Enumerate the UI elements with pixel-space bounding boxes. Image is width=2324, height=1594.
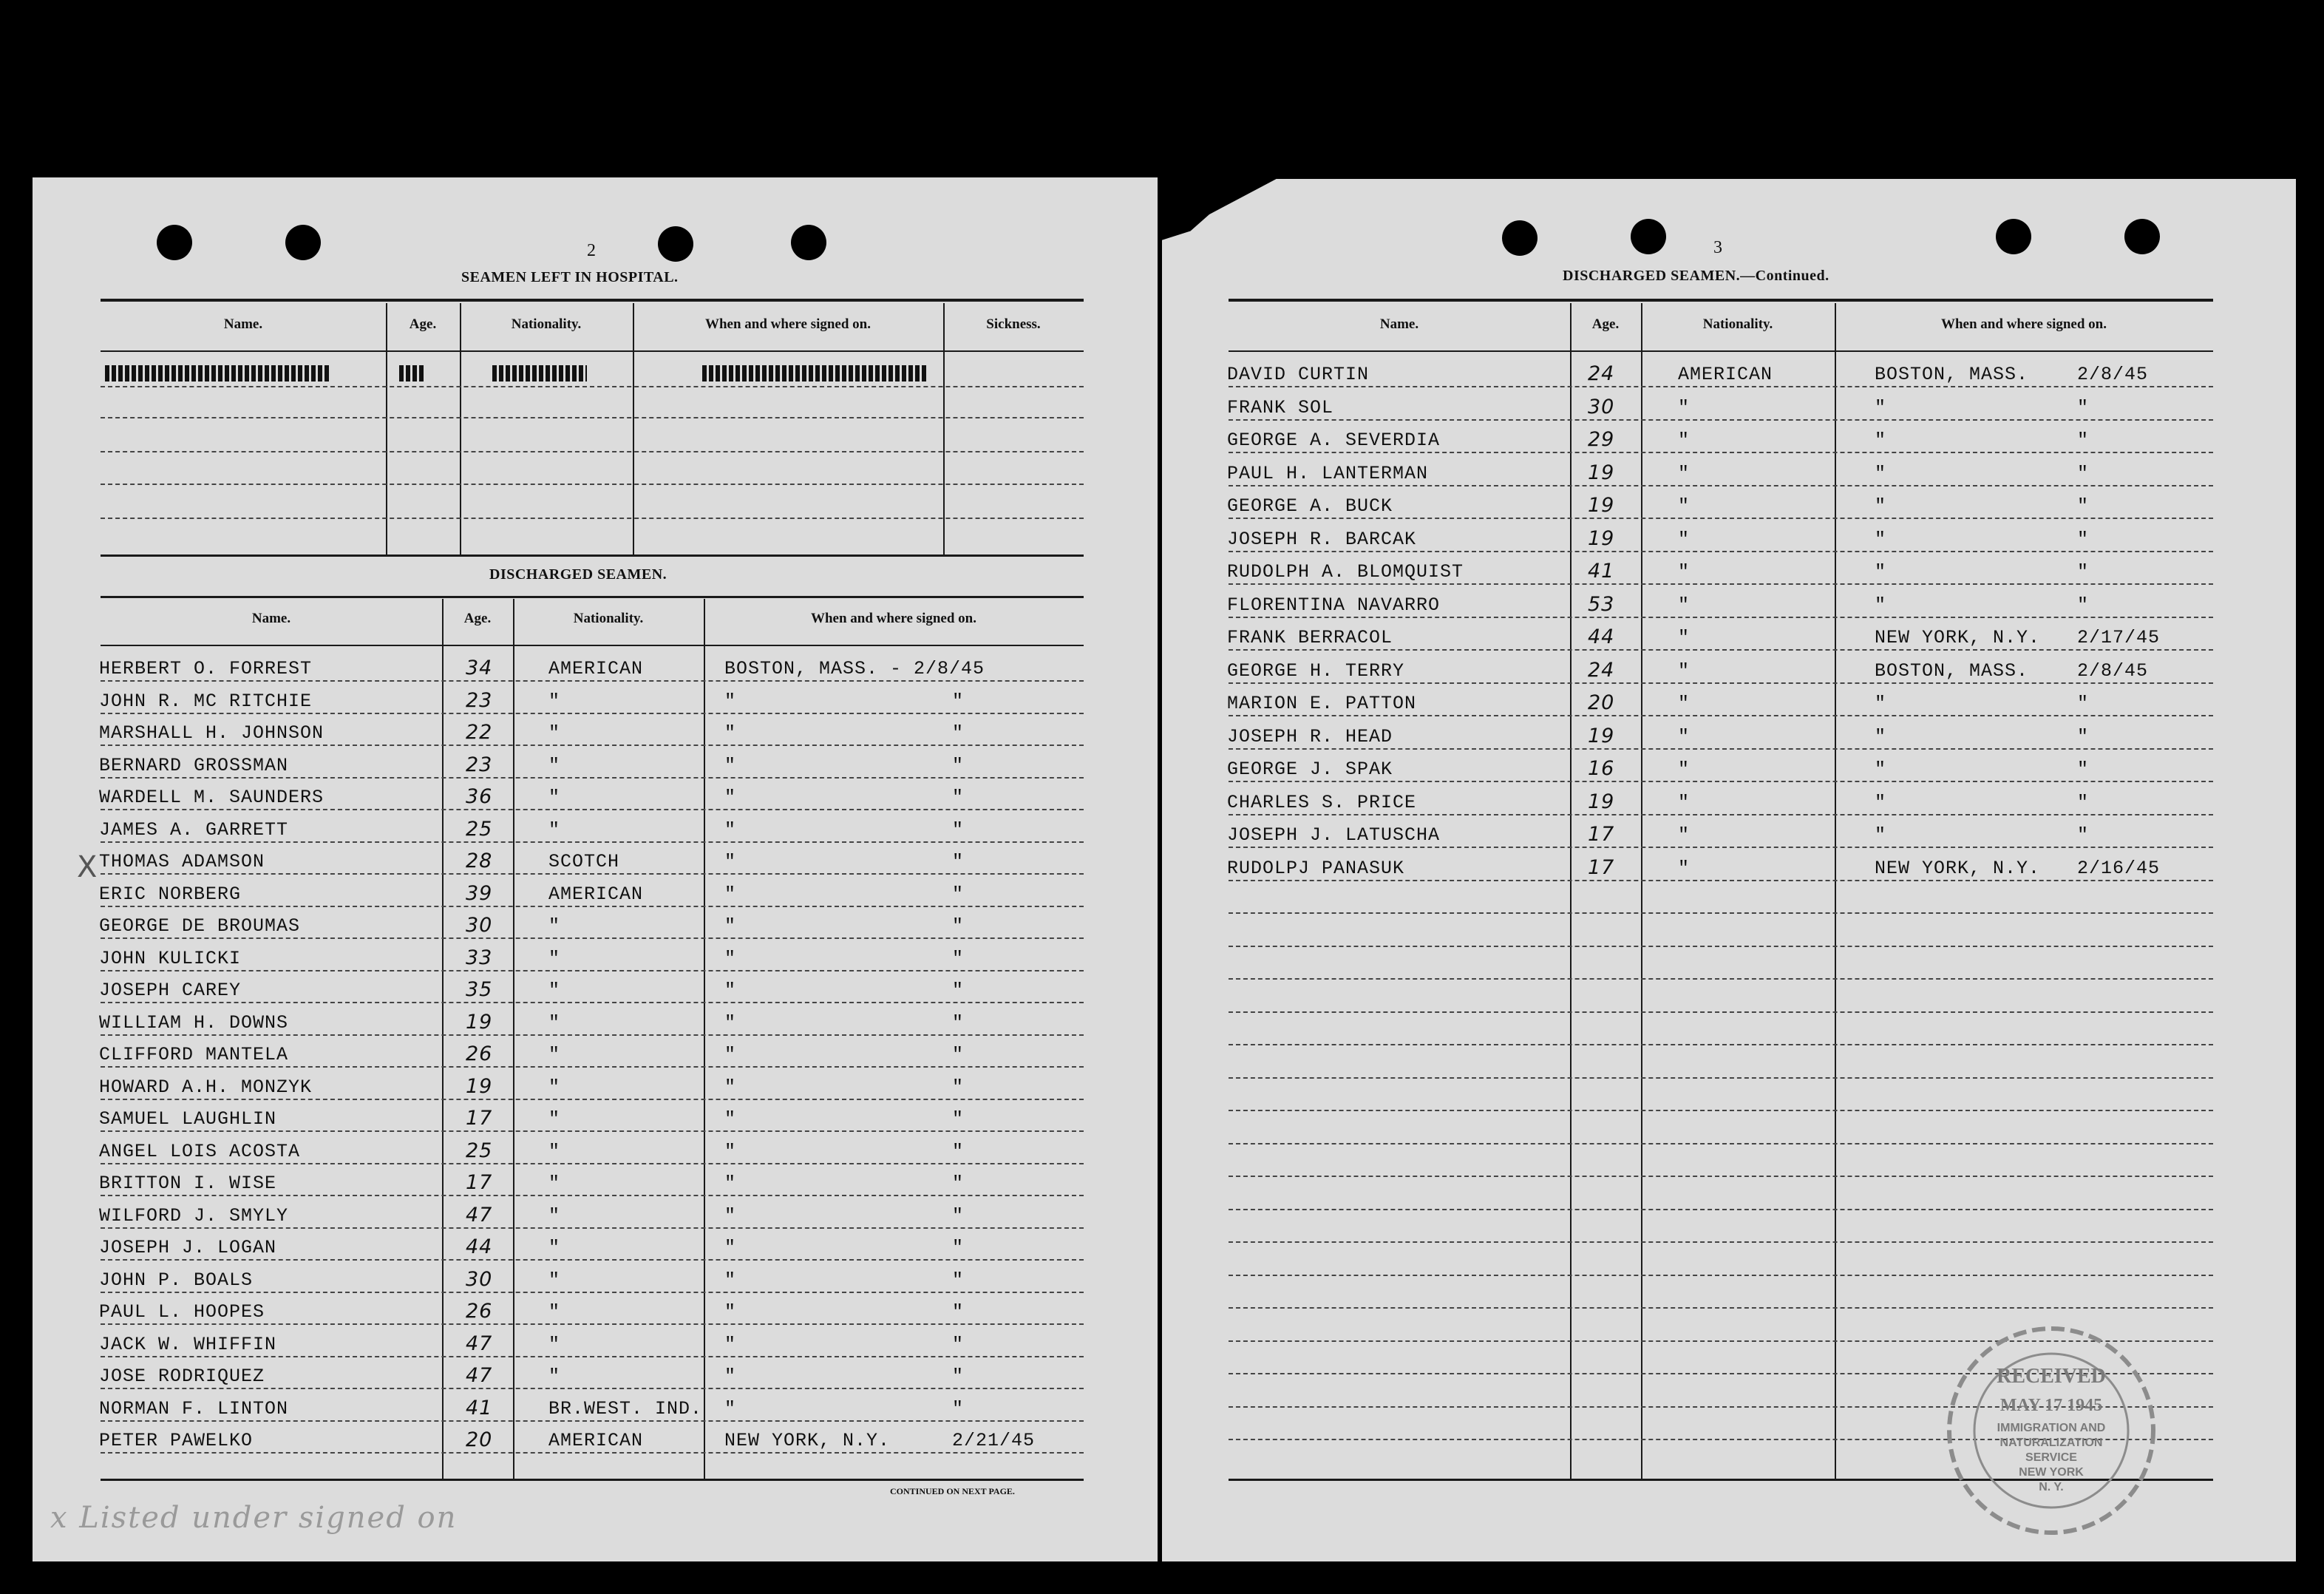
signed-on-date: " — [2077, 693, 2090, 714]
signed-on-place: " — [724, 915, 737, 937]
punch-hole-icon — [157, 225, 192, 260]
seaman-nationality: " — [548, 1366, 561, 1387]
signed-on-place: " — [724, 883, 737, 905]
signed-on-place: " — [724, 787, 737, 808]
hospital-col-age: Age. — [409, 316, 437, 332]
seaman-age: 44 — [466, 1235, 493, 1258]
seaman-nationality: " — [548, 754, 561, 776]
seaman-nationality: " — [548, 818, 561, 841]
seaman-name: JOSEPH J. LOGAN — [99, 1237, 277, 1258]
row-rule — [101, 809, 1084, 810]
seaman-nationality: " — [548, 690, 561, 712]
signed-on-place: " — [724, 947, 737, 969]
seaman-name: GEORGE A. BUCK — [1227, 495, 1393, 517]
seaman-nationality: " — [548, 915, 561, 937]
seaman-name: WILFORD J. SMYLY — [99, 1204, 289, 1227]
hospital-col-signed-on: When and where signed on. — [704, 316, 871, 332]
seaman-age: 29 — [1588, 428, 1615, 451]
row-rule — [101, 906, 1084, 907]
signed-on-date: " — [952, 915, 965, 937]
col-signed-on: When and where signed on. — [810, 611, 976, 626]
seaman-nationality: " — [1678, 561, 1691, 583]
signed-on-date: " — [2077, 791, 2090, 813]
signed-on-date: " — [2077, 528, 2090, 550]
seaman-age: 23 — [466, 688, 493, 712]
seaman-nationality: " — [1678, 495, 1691, 517]
seaman-nationality: " — [548, 1076, 561, 1098]
seaman-name: CLIFFORD MANTELA — [99, 1044, 289, 1065]
row-rule — [101, 1066, 1084, 1068]
signed-on-place: " — [724, 818, 737, 841]
punch-hole-icon — [285, 225, 321, 260]
seaman-nationality: AMERICAN — [548, 883, 644, 905]
row-rule — [101, 1452, 1084, 1454]
row-rule — [1229, 1176, 2213, 1177]
seaman-nationality: " — [1678, 857, 1691, 879]
row-rule — [101, 1163, 1084, 1164]
signed-on-date: " — [952, 1173, 965, 1194]
seaman-name: HOWARD A.H. MONZYK — [99, 1076, 313, 1098]
seaman-age: 19 — [1588, 494, 1615, 517]
redacted-entry — [702, 365, 927, 381]
seaman-age: 16 — [1588, 757, 1615, 780]
seaman-nationality: " — [548, 1301, 561, 1323]
seaman-name: FRANK BERRACOL — [1227, 627, 1393, 648]
seaman-name: BERNARD GROSSMAN — [99, 754, 289, 776]
signed-on-date: " — [952, 787, 965, 808]
signed-on-place: " — [1875, 725, 1887, 747]
seaman-name: SAMUEL LAUGHLIN — [99, 1108, 277, 1130]
seaman-name: PETER PAWELKO — [99, 1430, 254, 1451]
signed-on-place: " — [724, 1204, 737, 1227]
seaman-nationality: " — [1678, 528, 1691, 550]
row-rule — [101, 777, 1084, 779]
signed-on-place: " — [724, 980, 737, 1001]
row-rule — [1229, 946, 2213, 947]
seaman-nationality: " — [1678, 594, 1691, 616]
seaman-age: 44 — [1588, 625, 1615, 648]
seaman-age: 47 — [466, 1203, 493, 1227]
seaman-age: 19 — [1588, 526, 1615, 550]
signed-on-date: " — [952, 1366, 965, 1387]
row-rule — [1229, 1044, 2213, 1045]
seaman-name: JOHN KULICKI — [99, 947, 242, 969]
seaman-age: 19 — [1588, 724, 1615, 747]
seaman-age: 17 — [1588, 823, 1615, 846]
col-name: Name. — [251, 611, 291, 626]
signed-on-date: " — [952, 851, 965, 872]
seaman-age: 19 — [1588, 461, 1615, 484]
row-rule — [101, 680, 1084, 682]
seaman-age: 26 — [466, 1300, 493, 1323]
seaman-age: 19 — [466, 1074, 493, 1098]
punch-hole-icon — [2124, 219, 2160, 254]
row-rule — [1229, 386, 2213, 387]
row-rule — [101, 1130, 1084, 1132]
seaman-nationality: " — [548, 787, 561, 808]
seaman-age: 25 — [466, 817, 493, 841]
row-rule — [1229, 1209, 2213, 1210]
seaman-age: 41 — [1588, 560, 1615, 583]
seaman-name: MARION E. PATTON — [1227, 693, 1417, 714]
signed-on-place: BOSTON, MASS. — [1875, 364, 2029, 385]
redacted-entry — [105, 365, 330, 381]
punch-hole-icon — [658, 226, 693, 262]
signed-on-place: " — [724, 1076, 737, 1098]
signed-on-place: " — [1875, 594, 1887, 616]
signed-on-date: " — [952, 1044, 965, 1065]
row-rule — [1229, 715, 2213, 716]
seaman-age: 25 — [466, 1139, 493, 1162]
seaman-age: 22 — [466, 721, 493, 744]
seaman-age: 39 — [466, 881, 493, 905]
seaman-name: JOSEPH J. LATUSCHA — [1227, 824, 1441, 846]
row-rule — [1229, 518, 2213, 519]
seaman-age: 17 — [466, 1107, 493, 1130]
row-rule — [1229, 1011, 2213, 1013]
col-name: Name. — [1379, 316, 1419, 332]
seaman-nationality: " — [548, 1204, 561, 1227]
signed-on-place: " — [1875, 791, 1887, 813]
seaman-nationality: AMERICAN — [548, 658, 644, 679]
signed-on-date: " — [952, 1108, 965, 1130]
seaman-nationality: " — [548, 1044, 561, 1065]
seaman-age: 17 — [1588, 855, 1615, 879]
seaman-name: GEORGE DE BROUMAS — [99, 915, 301, 937]
seaman-age: 23 — [466, 753, 493, 776]
punch-hole-icon — [791, 225, 826, 260]
signed-on-place: " — [724, 722, 737, 744]
row-rule — [1229, 781, 2213, 782]
seaman-age: 24 — [1588, 362, 1615, 385]
seaman-name: ERIC NORBERG — [99, 883, 242, 905]
signed-on-date: " — [2077, 430, 2090, 451]
row-rule — [1229, 1077, 2213, 1079]
seaman-name: JAMES A. GARRETT — [99, 818, 289, 841]
seaman-name: JACK W. WHIFFIN — [99, 1333, 277, 1355]
seaman-age: 47 — [466, 1332, 493, 1355]
signed-on-date: " — [952, 1140, 965, 1162]
signed-on-date: " — [2077, 824, 2090, 846]
row-rule — [101, 937, 1084, 939]
signed-on-date: " — [952, 883, 965, 905]
seaman-nationality: " — [1678, 627, 1691, 648]
seaman-nationality: SCOTCH — [548, 851, 620, 872]
signed-on-date: " — [2077, 396, 2090, 418]
row-rule — [1229, 1143, 2213, 1144]
signed-on-date: " — [952, 722, 965, 744]
redacted-entry — [492, 365, 587, 381]
signed-on-date: " — [952, 1204, 965, 1227]
seaman-name: RUDOLPJ PANASUK — [1227, 857, 1405, 879]
row-rule — [1229, 682, 2213, 684]
row-rule — [101, 1227, 1084, 1229]
seaman-name: JOHN P. BOALS — [99, 1269, 254, 1291]
seaman-nationality: " — [1678, 791, 1691, 813]
seaman-name: JOSEPH CAREY — [99, 980, 242, 1001]
row-rule — [101, 745, 1084, 746]
row-rule — [101, 970, 1084, 971]
row-rule — [1229, 880, 2213, 881]
seaman-nationality: " — [548, 722, 561, 744]
seaman-nationality: AMERICAN — [548, 1430, 644, 1451]
signed-on-date: 2/8/45 — [2077, 659, 2149, 682]
signed-on-date: 2/21/45 — [952, 1430, 1036, 1451]
signed-on-date: " — [952, 754, 965, 776]
row-rule — [1229, 1241, 2213, 1243]
seaman-nationality: " — [1678, 462, 1691, 484]
signed-on-date: 2/8/45 — [2077, 364, 2149, 385]
seaman-nationality: " — [548, 1011, 561, 1034]
hospital-title: SEAMEN LEFT IN HOSPITAL. — [461, 269, 679, 285]
seaman-age: 30 — [1588, 395, 1615, 418]
row-rule — [1229, 551, 2213, 552]
signed-on-date: " — [952, 1301, 965, 1323]
signed-on-place: " — [724, 1366, 737, 1387]
signed-on-place: " — [724, 1140, 737, 1162]
row-rule — [1229, 452, 2213, 453]
signed-on-place: " — [724, 1301, 737, 1323]
signed-on-place: " — [724, 1397, 737, 1420]
row-rule — [1229, 419, 2213, 421]
seaman-name: HERBERT O. FORREST — [99, 658, 313, 679]
seaman-nationality: " — [548, 980, 561, 1001]
row-rule — [1229, 617, 2213, 618]
row-rule — [1229, 1110, 2213, 1111]
seaman-name: GEORGE H. TERRY — [1227, 659, 1405, 682]
row-rule — [101, 841, 1084, 843]
row-rule — [101, 1034, 1084, 1036]
row-rule — [101, 1099, 1084, 1100]
signed-on-date: " — [952, 818, 965, 841]
signed-on-place: " — [1875, 430, 1887, 451]
seaman-age: 30 — [466, 1267, 493, 1291]
redacted-entry — [399, 365, 424, 381]
seaman-name: JOHN R. MC RITCHIE — [99, 690, 313, 712]
row-rule — [101, 873, 1084, 875]
handwritten-note: x Listed under signed on — [50, 1501, 458, 1535]
seaman-age: 47 — [466, 1364, 493, 1387]
signed-on-place: " — [1875, 759, 1887, 780]
stamp-date: MAY 17 1945 — [1999, 1396, 2103, 1415]
seaman-name: WARDELL M. SAUNDERS — [99, 787, 325, 808]
seaman-nationality: " — [548, 1333, 561, 1355]
seaman-name: CHARLES S. PRICE — [1227, 791, 1417, 813]
stamp-line2: NATURALIZATION — [1999, 1437, 2103, 1449]
seaman-name: RUDOLPH A. BLOMQUIST — [1227, 561, 1464, 583]
signed-on-place: " — [724, 1173, 737, 1194]
seaman-name: FLORENTINA NAVARRO — [1227, 594, 1441, 616]
seaman-age: 17 — [466, 1171, 493, 1194]
signed-on-date: " — [2077, 759, 2090, 780]
signed-on-place: BOSTON, MASS. — [1875, 659, 2029, 682]
seaman-nationality: " — [1678, 824, 1691, 846]
seaman-nationality: " — [548, 1108, 561, 1130]
seaman-nationality: AMERICAN — [1678, 364, 1773, 385]
discharged-title: DISCHARGED SEAMEN. — [489, 566, 667, 583]
continued-note: CONTINUED ON NEXT PAGE. — [890, 1486, 1015, 1496]
seaman-name: GEORGE J. SPAK — [1227, 759, 1393, 780]
seaman-age: 36 — [466, 785, 493, 808]
col-signed-on: When and where signed on. — [1940, 316, 2107, 332]
row-rule — [1229, 1275, 2213, 1276]
seaman-nationality: " — [1678, 396, 1691, 418]
row-rule — [101, 1323, 1084, 1325]
col-age: Age. — [463, 611, 492, 626]
row-rule — [1229, 1307, 2213, 1309]
col-nationality: Nationality. — [573, 611, 644, 626]
hospital-col-nationality: Nationality. — [511, 316, 582, 332]
signed-on-place: " — [1875, 824, 1887, 846]
seaman-name: THOMAS ADAMSON — [99, 851, 265, 872]
seaman-age: 19 — [1588, 790, 1615, 813]
seaman-name: PAUL H. LANTERMAN — [1227, 462, 1429, 484]
signed-on-date: " — [952, 1011, 965, 1034]
signed-on-place: " — [724, 1269, 737, 1291]
row-rule — [101, 1388, 1084, 1389]
signed-on-date: 2/16/45 — [2077, 857, 2161, 879]
page-number-left: 2 — [587, 241, 596, 260]
signed-on-place: " — [724, 1011, 737, 1034]
signed-on-date: " — [2077, 495, 2090, 517]
signed-on-date: " — [2077, 462, 2090, 484]
stamp-line5: N. Y. — [2039, 1481, 2064, 1493]
punch-hole-icon — [1631, 219, 1666, 254]
row-rule — [1229, 485, 2213, 486]
seaman-name: WILLIAM H. DOWNS — [99, 1011, 289, 1034]
signed-on-place: BOSTON, MASS. - 2/8/45 — [724, 658, 985, 679]
signed-on-place: " — [724, 1108, 737, 1130]
row-rule — [101, 1259, 1084, 1261]
punch-hole-icon — [1502, 220, 1538, 256]
seaman-name: FRANK SOL — [1227, 396, 1334, 418]
col-age: Age. — [1591, 316, 1620, 332]
signed-on-place: " — [1875, 693, 1887, 714]
seaman-age: 53 — [1588, 592, 1615, 616]
signed-on-date: " — [952, 1269, 965, 1291]
seaman-nationality: " — [548, 1140, 561, 1162]
signed-on-place: NEW YORK, N.Y. — [1875, 627, 2041, 648]
seaman-nationality: " — [548, 1269, 561, 1291]
stamp-top: RECEIVED — [1997, 1365, 2106, 1388]
row-rule — [1229, 649, 2213, 651]
seaman-nationality: " — [1678, 659, 1691, 682]
signed-on-place: " — [724, 1237, 737, 1258]
signed-on-place: " — [1875, 528, 1887, 550]
seaman-name: MARSHALL H. JOHNSON — [99, 722, 325, 744]
seaman-age: 28 — [466, 849, 493, 872]
seaman-nationality: " — [1678, 759, 1691, 780]
row-rule — [101, 1420, 1084, 1422]
seaman-name: PAUL L. HOOPES — [99, 1301, 265, 1323]
signed-on-date: " — [952, 1076, 965, 1098]
signed-on-place: " — [724, 1044, 737, 1065]
stamp-line3: SERVICE — [2025, 1451, 2077, 1464]
seaman-age: 19 — [466, 1010, 493, 1034]
seaman-nationality: " — [1678, 430, 1691, 451]
punch-hole-icon — [1996, 219, 2031, 254]
seaman-age: 30 — [466, 914, 493, 937]
seaman-name: JOSE RODRIQUEZ — [99, 1366, 265, 1387]
seaman-nationality: BR.WEST. IND. — [548, 1397, 703, 1420]
seaman-name: JOSEPH R. BARCAK — [1227, 528, 1417, 550]
signed-on-date: " — [952, 1397, 965, 1420]
signed-on-date: " — [952, 1237, 965, 1258]
signed-on-place: NEW YORK, N.Y. — [1875, 857, 2041, 879]
row-rule — [1229, 847, 2213, 848]
signed-on-place: " — [1875, 561, 1887, 583]
seaman-age: 41 — [466, 1396, 493, 1420]
signed-on-date: " — [2077, 594, 2090, 616]
right-title: DISCHARGED SEAMEN.—Continued. — [1563, 268, 1829, 284]
row-rule — [1229, 748, 2213, 750]
signed-on-place: " — [724, 851, 737, 872]
signed-on-place: " — [1875, 495, 1887, 517]
signed-on-place: " — [724, 690, 737, 712]
seaman-nationality: " — [1678, 725, 1691, 747]
row-rule — [1229, 912, 2213, 914]
signed-on-place: " — [724, 754, 737, 776]
signed-on-date: " — [952, 947, 965, 969]
seaman-nationality: " — [1678, 693, 1691, 714]
seaman-name: DAVID CURTIN — [1227, 364, 1370, 385]
seaman-name: JOSEPH R. HEAD — [1227, 725, 1393, 747]
signed-on-date: " — [952, 690, 965, 712]
received-stamp — [1944, 1323, 2158, 1538]
signed-on-date: " — [952, 1333, 965, 1355]
seaman-nationality: " — [548, 1173, 561, 1194]
seaman-name: BRITTON I. WISE — [99, 1173, 277, 1194]
signed-on-place: " — [1875, 462, 1887, 484]
row-rule — [101, 1356, 1084, 1357]
seaman-age: 20 — [466, 1428, 493, 1451]
row-rule — [1229, 814, 2213, 815]
seaman-age: 20 — [1588, 691, 1615, 714]
page-number-right: 3 — [1713, 238, 1722, 257]
signed-on-place: NEW YORK, N.Y. — [724, 1430, 891, 1451]
row-rule — [101, 713, 1084, 714]
cross-mark: X — [77, 850, 98, 884]
row-rule — [1229, 978, 2213, 980]
row-rule — [1229, 583, 2213, 585]
signed-on-date: 2/17/45 — [2077, 627, 2161, 648]
seaman-name: GEORGE A. SEVERDIA — [1227, 430, 1441, 451]
row-rule — [101, 1195, 1084, 1196]
seaman-age: 24 — [1588, 658, 1615, 682]
signed-on-place: " — [1875, 396, 1887, 418]
signed-on-date: " — [952, 980, 965, 1001]
signed-on-date: " — [2077, 561, 2090, 583]
hospital-col-name: Name. — [223, 316, 263, 332]
seaman-name: ANGEL LOIS ACOSTA — [99, 1140, 301, 1162]
seaman-age: 34 — [466, 657, 493, 679]
stamp-line4: NEW YORK — [2019, 1466, 2084, 1479]
hospital-col-sickness: Sickness. — [986, 316, 1041, 332]
signed-on-date: " — [2077, 725, 2090, 747]
seaman-age: 26 — [466, 1042, 493, 1065]
col-nationality: Nationality. — [1702, 316, 1773, 332]
stamp-line1: IMMIGRATION AND — [1997, 1422, 2106, 1434]
seaman-age: 33 — [466, 946, 493, 969]
row-rule — [101, 1002, 1084, 1003]
seaman-age: 35 — [466, 978, 493, 1001]
row-rule — [101, 1292, 1084, 1293]
seaman-nationality: " — [548, 947, 561, 969]
signed-on-place: " — [724, 1333, 737, 1355]
seaman-name: NORMAN F. LINTON — [99, 1397, 289, 1420]
seaman-nationality: " — [548, 1237, 561, 1258]
